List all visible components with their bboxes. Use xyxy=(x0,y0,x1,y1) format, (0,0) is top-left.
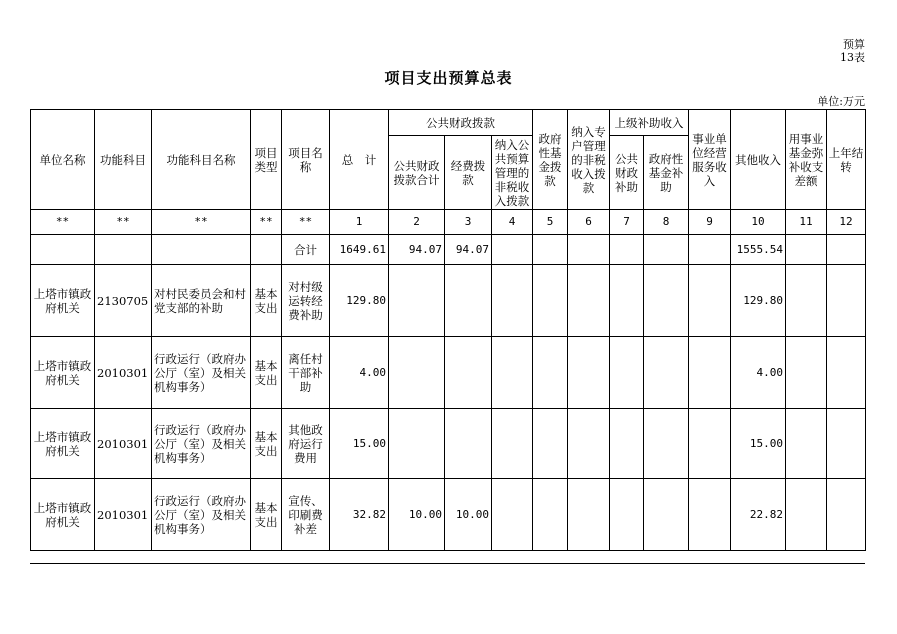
budget-table xyxy=(30,109,866,551)
cell-empty xyxy=(689,235,731,265)
index-cell: ** xyxy=(31,210,95,235)
row-type: 基本支出 xyxy=(251,265,282,337)
header-row-1 xyxy=(31,110,866,136)
row-type: 基本支出 xyxy=(251,409,282,479)
index-cell: 10 xyxy=(731,210,786,235)
cell-empty xyxy=(689,265,731,337)
cell-empty xyxy=(31,235,95,265)
form-number-line1: 预算 xyxy=(843,38,865,51)
cell-empty xyxy=(492,409,533,479)
row-pf-total xyxy=(389,265,445,337)
header-fund-balance: 用事业基金弥补收支差额 xyxy=(786,110,827,210)
cell-empty xyxy=(568,235,610,265)
cell-empty xyxy=(610,337,644,409)
row-func-name: 行政运行（政府办公厅（室）及相关机构事务） xyxy=(152,337,251,409)
cell-empty xyxy=(533,265,568,337)
cell-empty xyxy=(533,479,568,551)
row-other: 22.82 xyxy=(731,479,786,551)
cell-empty xyxy=(786,265,827,337)
cell-empty xyxy=(644,409,689,479)
header-superior: 上级补助收入 xyxy=(610,110,689,136)
cell-empty xyxy=(251,235,282,265)
cell-empty xyxy=(827,409,866,479)
table-row xyxy=(31,409,866,479)
cell-empty xyxy=(492,235,533,265)
cell-empty xyxy=(689,409,731,479)
row-pf-expense xyxy=(445,265,492,337)
index-cell: ** xyxy=(282,210,330,235)
total-other: 1555.54 xyxy=(731,235,786,265)
row-project: 对村级运转经费补助 xyxy=(282,265,330,337)
header-special-nontax: 纳入专户管理的非税收入拨款 xyxy=(568,110,610,210)
cell-empty xyxy=(689,479,731,551)
table-row xyxy=(31,265,866,337)
cell-empty xyxy=(568,265,610,337)
header-func-name: 功能科目名称 xyxy=(152,110,251,210)
row-pf-expense xyxy=(445,337,492,409)
cell-empty xyxy=(786,337,827,409)
cell-empty xyxy=(533,235,568,265)
header-sup-public: 公共财政补助 xyxy=(610,136,644,210)
cell-empty xyxy=(568,409,610,479)
total-label: 合计 xyxy=(282,235,330,265)
cell-empty xyxy=(827,479,866,551)
index-cell: 9 xyxy=(689,210,731,235)
header-pf-expense: 经费拨款 xyxy=(445,136,492,210)
header-public-finance: 公共财政拨款 xyxy=(389,110,533,136)
index-cell: 8 xyxy=(644,210,689,235)
row-code: 2010301 xyxy=(95,479,152,551)
cell-empty xyxy=(95,235,152,265)
cell-empty xyxy=(568,337,610,409)
table-row xyxy=(31,479,866,551)
index-cell: 11 xyxy=(786,210,827,235)
row-type: 基本支出 xyxy=(251,337,282,409)
index-cell: ** xyxy=(251,210,282,235)
row-unit: 上塔市镇政府机关 xyxy=(31,337,95,409)
row-other: 129.80 xyxy=(731,265,786,337)
row-project: 其他政府运行费用 xyxy=(282,409,330,479)
index-cell: 6 xyxy=(568,210,610,235)
index-cell: 4 xyxy=(492,210,533,235)
cell-empty xyxy=(533,337,568,409)
cell-empty xyxy=(827,337,866,409)
row-pf-expense: 10.00 xyxy=(445,479,492,551)
total-row xyxy=(31,235,866,265)
row-unit: 上塔市镇政府机关 xyxy=(31,479,95,551)
cell-empty xyxy=(610,235,644,265)
cell-empty xyxy=(827,235,866,265)
row-project: 离任村干部补助 xyxy=(282,337,330,409)
row-pf-total xyxy=(389,337,445,409)
cell-empty xyxy=(152,235,251,265)
index-row xyxy=(31,210,866,235)
row-type: 基本支出 xyxy=(251,479,282,551)
row-project: 宣传、印刷费补差 xyxy=(282,479,330,551)
cell-empty xyxy=(492,337,533,409)
form-number-line2: 13表 xyxy=(840,51,865,64)
total-pf-expense: 94.07 xyxy=(445,235,492,265)
row-total: 129.80 xyxy=(330,265,389,337)
row-func-name: 对村民委员会和村党支部的补助 xyxy=(152,265,251,337)
index-cell: 2 xyxy=(389,210,445,235)
header-gov-fund: 政府性基金拨款 xyxy=(533,110,568,210)
cell-empty xyxy=(568,479,610,551)
unit-label: 单位:万元 xyxy=(817,95,865,108)
total-pf-total: 94.07 xyxy=(389,235,445,265)
form-number xyxy=(840,38,865,64)
header-total: 总 计 xyxy=(330,110,389,210)
row-code: 2130705 xyxy=(95,265,152,337)
cell-empty xyxy=(827,265,866,337)
cell-empty xyxy=(644,479,689,551)
header-proj-type: 项目类型 xyxy=(251,110,282,210)
header-proj-name: 项目名称 xyxy=(282,110,330,210)
header-unit-name: 单位名称 xyxy=(31,110,95,210)
cell-empty xyxy=(644,265,689,337)
header-other: 其他收入 xyxy=(731,110,786,210)
index-cell: 12 xyxy=(827,210,866,235)
header-carryover: 上年结转 xyxy=(827,110,866,210)
cell-empty xyxy=(492,479,533,551)
table-row xyxy=(31,337,866,409)
cell-empty xyxy=(610,265,644,337)
index-cell: ** xyxy=(152,210,251,235)
total-amount: 1649.61 xyxy=(330,235,389,265)
row-total: 32.82 xyxy=(330,479,389,551)
row-func-name: 行政运行（政府办公厅（室）及相关机构事务） xyxy=(152,409,251,479)
index-cell: 3 xyxy=(445,210,492,235)
cell-empty xyxy=(689,337,731,409)
header-business: 事业单位经营服务收入 xyxy=(689,110,731,210)
index-cell: ** xyxy=(95,210,152,235)
row-pf-total xyxy=(389,409,445,479)
row-func-name: 行政运行（政府办公厅（室）及相关机构事务） xyxy=(152,479,251,551)
header-sup-fund: 政府性基金补助 xyxy=(644,136,689,210)
index-cell: 7 xyxy=(610,210,644,235)
cell-empty xyxy=(610,479,644,551)
index-cell: 1 xyxy=(330,210,389,235)
row-other: 4.00 xyxy=(731,337,786,409)
row-unit: 上塔市镇政府机关 xyxy=(31,265,95,337)
row-pf-total: 10.00 xyxy=(389,479,445,551)
row-total: 4.00 xyxy=(330,337,389,409)
cell-empty xyxy=(644,337,689,409)
cell-empty xyxy=(786,409,827,479)
row-unit: 上塔市镇政府机关 xyxy=(31,409,95,479)
cell-empty xyxy=(786,479,827,551)
row-total: 15.00 xyxy=(330,409,389,479)
row-code: 2010301 xyxy=(95,337,152,409)
header-pf-nontax: 纳入公共预算管理的非税收入拨款 xyxy=(492,136,533,210)
cell-empty xyxy=(492,265,533,337)
header-func-code: 功能科目 xyxy=(95,110,152,210)
cell-empty xyxy=(644,235,689,265)
row-other: 15.00 xyxy=(731,409,786,479)
index-cell: 5 xyxy=(533,210,568,235)
row-pf-expense xyxy=(445,409,492,479)
cell-empty xyxy=(533,409,568,479)
cell-empty xyxy=(786,235,827,265)
row-code: 2010301 xyxy=(95,409,152,479)
table-bottom-border xyxy=(30,563,865,564)
cell-empty xyxy=(610,409,644,479)
header-pf-total: 公共财政拨款合计 xyxy=(389,136,445,210)
page-title: 项目支出预算总表 xyxy=(384,69,513,87)
